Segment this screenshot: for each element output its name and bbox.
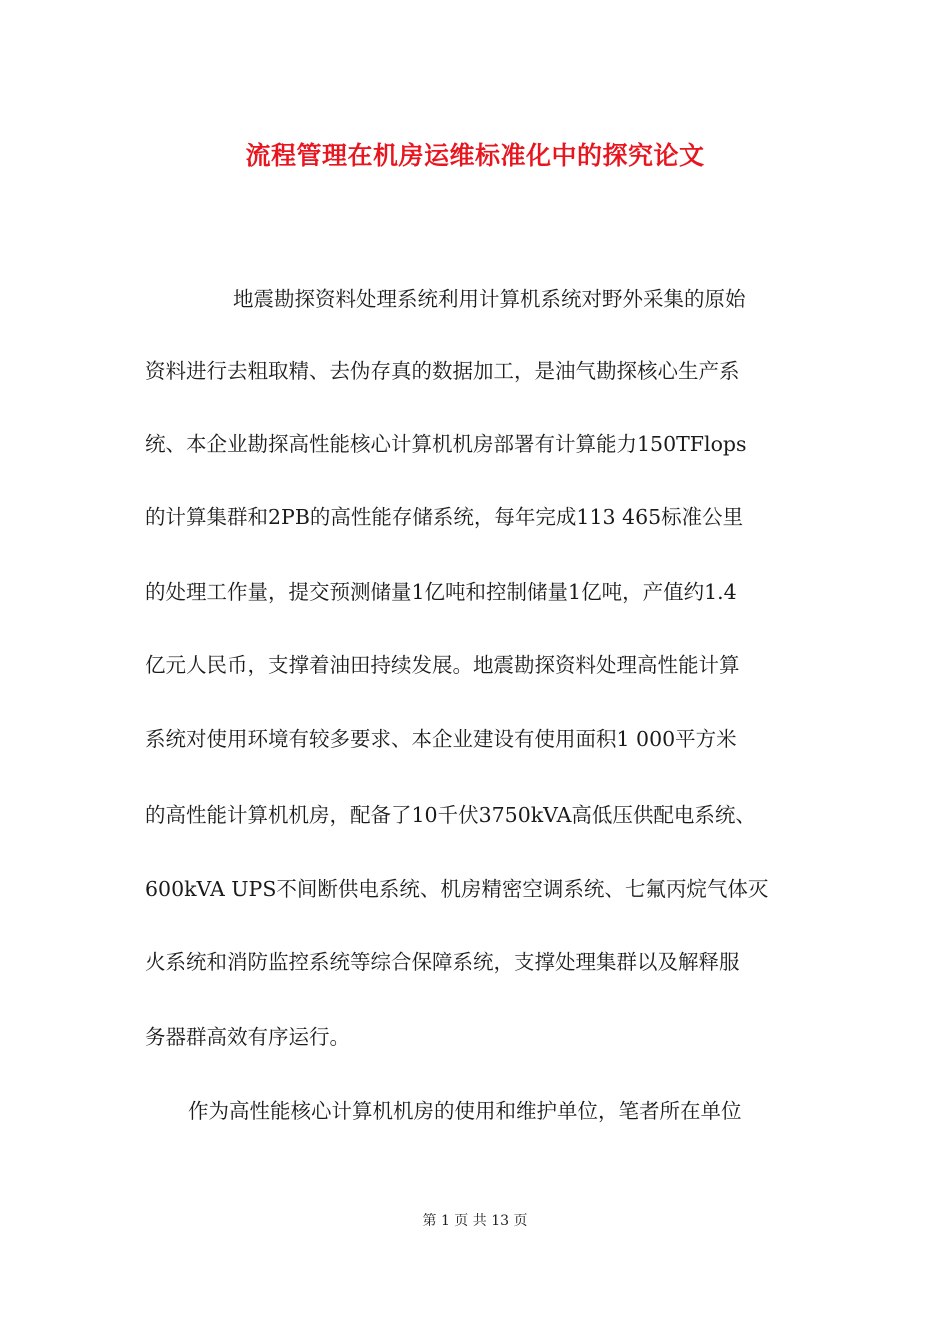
- paragraph-1-line-6: 亿元人民币，支撑着油田持续发展。地震勘探资料处理高性能计算: [145, 653, 740, 677]
- document-title: 流程管理在机房运维标准化中的探究论文: [245, 141, 705, 170]
- paragraph-1-line-1: 地震勘探资料处理系统利用计算机系统对野外采集的原始: [233, 287, 746, 311]
- paragraph-2-line-1: 作为高性能核心计算机机房的使用和维护单位，笔者所在单位: [188, 1099, 742, 1123]
- paragraph-1-line-7: 系统对使用环境有较多要求、本企业建设有使用面积1 000平方米: [145, 727, 737, 751]
- paragraph-1-line-4: 的计算集群和2PB的高性能存储系统，每年完成113 465标准公里: [145, 505, 744, 529]
- paragraph-1-line-8: 的高性能计算机机房，配备了10千伏3750kVA高低压供配电系统、: [145, 803, 756, 827]
- paragraph-1-line-3: 统、本企业勘探高性能核心计算机机房部署有计算能力150TFlops: [145, 432, 747, 456]
- paragraph-1-line-9: 600kVA UPS不间断供电系统、机房精密空调系统、七氟丙烷气体灭: [145, 877, 769, 901]
- paragraph-1-line-2: 资料进行去粗取精、去伪存真的数据加工，是油气勘探核心生产系: [145, 359, 740, 383]
- paragraph-1-line-11: 务器群高效有序运行。: [145, 1025, 350, 1049]
- paragraph-1-line-10: 火系统和消防监控系统等综合保障系统，支撑处理集群以及解释服: [145, 950, 740, 974]
- page-footer: 第 1 页 共 13 页: [422, 1213, 528, 1229]
- paragraph-1-line-5: 的处理工作量，提交预测储量1亿吨和控制储量1亿吨，产值约1.4: [145, 580, 737, 604]
